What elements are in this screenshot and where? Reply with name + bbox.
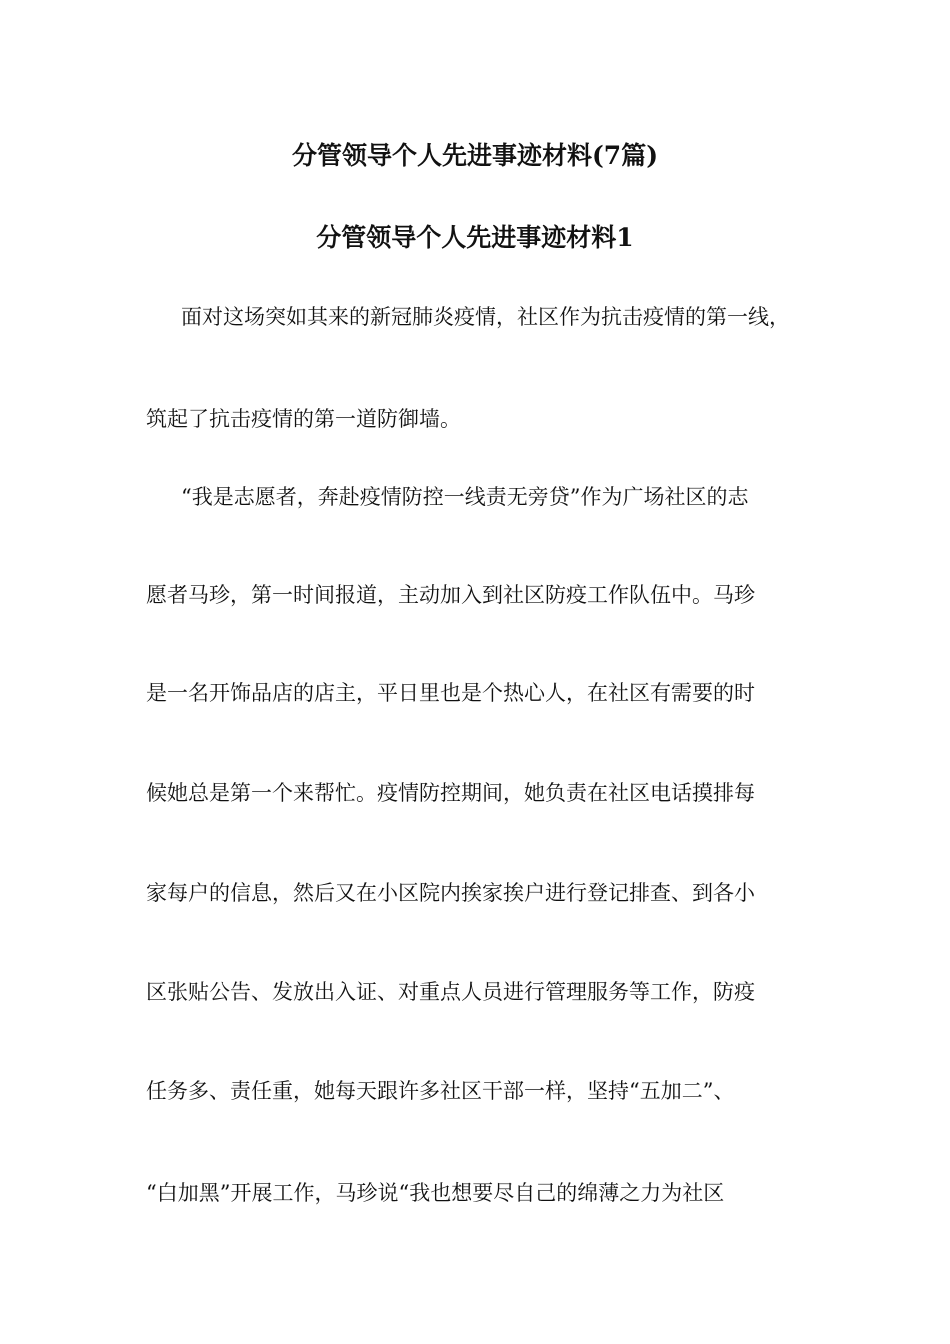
body-line-5: 是一名开饰品店的店主，平日里也是个热心人，在社区有需要的时 (146, 681, 755, 705)
body-line-1: 面对这场突如其来的新冠肺炎疫情，社区作为抗击疫情的第一线， (181, 305, 790, 329)
document-title: 分管领导个人先进事迹材料(7篇) (291, 141, 659, 170)
body-line-3: “我是志愿者，奔赴疫情防控一线责无旁贷”作为广场社区的志 (181, 485, 749, 509)
body-line-2: 筑起了抗击疫情的第一道防御墙。 (146, 407, 461, 431)
body-line-9: 任务多、责任重，她每天跟许多社区干部一样，坚持“五加二”、 (146, 1079, 735, 1103)
body-line-7: 家每户的信息，然后又在小区院内挨家挨户进行登记排查、到各小 (146, 881, 755, 905)
body-line-4: 愿者马珍，第一时间报道，主动加入到社区防疫工作队伍中。马珍 (146, 583, 755, 607)
body-line-10: “白加黑”开展工作，马珍说“我也想要尽自己的绵薄之力为社区 (146, 1181, 725, 1205)
body-line-6: 候她总是第一个来帮忙。疫情防控期间，她负责在社区电话摸排每 (146, 781, 755, 805)
body-line-8: 区张贴公告、发放出入证、对重点人员进行管理服务等工作，防疫 (146, 980, 755, 1004)
section-title: 分管领导个人先进事迹材料1 (316, 223, 634, 252)
